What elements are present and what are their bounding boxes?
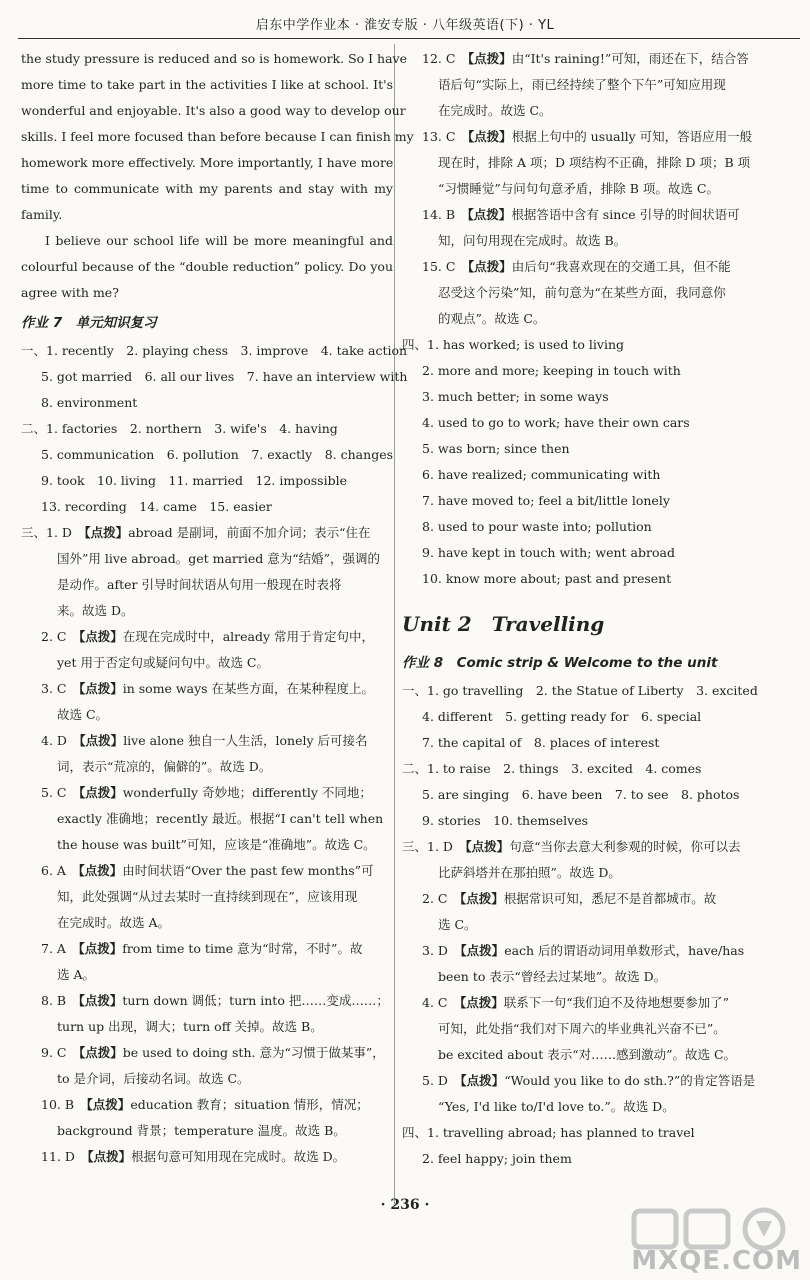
answer-line: 7. A 【点拨】from time to time 意为“时常，不时”。故 <box>41 941 363 956</box>
answer-line: 一、1. recently 2. playing chess 3. improve 4. take action <box>21 343 408 358</box>
answer-line: 2. C 【点拨】在现在完成时中，already 常用于肯定句中， <box>41 629 375 644</box>
answer-line: 忍受这个污染”知，前句意为“在某些方面，我同意你 <box>438 285 726 300</box>
answer-line: 故选 C。 <box>57 707 109 722</box>
answer-line: 三、1. D 【点拨】句意“当你去意大利参观的时候，你可以去 <box>402 839 741 854</box>
answer-line: 选 A。 <box>57 967 96 982</box>
answer-line: 5. was born; since then <box>422 441 570 456</box>
header-rule <box>18 38 800 39</box>
answer-line: 9. C 【点拨】be used to doing sth. 意为“习惯于做某事”， <box>41 1045 385 1060</box>
hint-marker: 【点拨】 <box>78 1045 123 1060</box>
passage-paragraph-1 <box>21 46 414 228</box>
passage-paragraph-2 <box>21 228 393 306</box>
hint-marker: 【点拨】 <box>84 525 129 540</box>
answer-line: 是动作。after 引导时间状语从句用一般现在时表将 <box>57 577 342 592</box>
unit-part-2-answers <box>402 756 802 834</box>
answer-line: 知，此处强调“从过去某时一直持续到现在”，应该用现 <box>57 889 358 904</box>
answer-line: 2. C 【点拨】根据常识可知，悉尼不是首都城市。故 <box>422 891 717 906</box>
answer-line: 11. D 【点拨】根据句意可知用现在完成时。故选 D。 <box>41 1149 346 1164</box>
unit-part-4-answers <box>402 1120 802 1172</box>
answer-item <box>402 124 802 202</box>
answer-line: “习惯睡觉”与问句句意矛盾，排除 B 项。故选 C。 <box>438 181 719 196</box>
answer-line: 12. C 【点拨】由“It's raining!”可知，雨还在下，结合答 <box>422 51 749 66</box>
part-3-answers-continued <box>402 46 802 332</box>
passage-line: homework more effectively. More importantly, I have more <box>21 155 394 170</box>
passage-line: agree with me? <box>21 285 119 300</box>
answer-line: 4. different 5. getting ready for 6. special <box>422 709 702 724</box>
answer-line: 5. are singing 6. have been 7. to see 8. photos <box>422 787 740 802</box>
answer-line: 词，表示“荒凉的，偏僻的”。故选 D。 <box>57 759 272 774</box>
answer-line: 10. know more about; past and present <box>422 571 672 586</box>
answer-line: 国外”用 live abroad。get married 意为“结婚”，强调的 <box>57 551 381 566</box>
section-heading-7: 作业 7 单元知识复习 <box>21 315 157 331</box>
section-heading-8: 作业 8 Comic strip & Welcome to the unit <box>402 655 718 671</box>
hint-marker: 【点拨】 <box>460 1073 505 1088</box>
answer-line: 7. have moved to; feel a bit/little lonely <box>422 493 670 508</box>
answer-item <box>21 1144 393 1170</box>
answer-item <box>21 858 393 936</box>
hint-marker: 【点拨】 <box>78 681 123 696</box>
answer-line: 4. C 【点拨】联系下一句“我们迫不及待地想要参加了” <box>422 995 730 1010</box>
unit-part-1-answers <box>402 678 802 756</box>
passage-line: skills. I feel more focused than before because I can finish my <box>21 129 414 144</box>
answer-line: 4. D 【点拨】live alone 独自一人生活，lonely 后可接名 <box>41 733 368 748</box>
answer-line: 3. much better; in some ways <box>422 389 609 404</box>
answer-line: exactly 准确地；recently 最近。根据“I can't tell when <box>57 811 384 826</box>
answer-line: be excited about 表示“对……感到激动”。故选 C。 <box>438 1047 737 1062</box>
answer-item <box>402 886 802 938</box>
hint-marker: 【点拨】 <box>465 839 510 854</box>
answer-line: yet 用于否定句或疑问句中。故选 C。 <box>57 655 269 670</box>
answer-line: 5. D 【点拨】“Would you like to do sth.?”的肯定答语是 <box>422 1073 756 1088</box>
answer-line: 13. C 【点拨】根据上句中的 usually 可知，答语应用一般 <box>422 129 753 144</box>
passage-line: time to communicate with my parents and stay with my <box>21 181 393 196</box>
answer-item <box>402 202 802 254</box>
watermark-text: MXQE.COM <box>631 1246 802 1276</box>
passage-line: I believe our school life will be more meaningful and <box>45 233 393 248</box>
answer-item <box>21 1040 393 1092</box>
answer-item <box>21 988 393 1040</box>
answer-line: 5. communication 6. pollution 7. exactly 8. changes <box>41 447 394 462</box>
answer-item <box>21 936 393 988</box>
answer-line: 10. B 【点拨】education 教育；situation 情形，情况； <box>41 1097 369 1112</box>
answer-item <box>402 834 802 886</box>
hint-marker: 【点拨】 <box>460 943 505 958</box>
right-column <box>402 46 802 1172</box>
passage-line: more time to take part in the activities I like at school. It's <box>21 77 393 92</box>
answer-line: 7. the capital of 8. places of interest <box>422 735 660 750</box>
answer-line: the house was built”可知，应该是“准确地”。故选 C。 <box>57 837 376 852</box>
answer-line: 6. have realized; communicating with <box>422 467 661 482</box>
unit-heading: Unit 2 Travelling <box>402 612 605 636</box>
hint-marker: 【点拨】 <box>78 785 123 800</box>
answer-item <box>21 520 393 624</box>
answer-line: to 是介词，后接动名词。故选 C。 <box>57 1071 250 1086</box>
answer-line: been to 表示“曾经去过某地”。故选 D。 <box>438 969 667 984</box>
answer-item <box>402 990 802 1068</box>
passage-line: family. <box>21 207 63 222</box>
unit-part-3-answers <box>402 834 802 1120</box>
passage-line: the study pressure is reduced and so is homework. So I have <box>21 51 408 66</box>
left-column <box>21 46 414 1170</box>
answer-item <box>402 938 802 990</box>
answer-line: 2. feel happy; join them <box>422 1151 572 1166</box>
answer-line: 二、1. factories 2. northern 3. wife's 4. having <box>21 421 338 436</box>
answer-line: turn up 出现，调大；turn off 关掉。故选 B。 <box>57 1019 323 1034</box>
answer-line: 5. got married 6. all our lives 7. have an interview with <box>41 369 408 384</box>
answer-line: 8. used to pour waste into; pollution <box>422 519 652 534</box>
answer-line: 8. B 【点拨】turn down 调低；turn into 把……变成……； <box>41 993 389 1008</box>
hint-marker: 【点拨】 <box>79 733 124 748</box>
answer-line: 可知，此处指“我们对下周六的毕业典礼兴奋不已”。 <box>438 1021 726 1036</box>
part-4-answers <box>402 332 802 592</box>
answer-line: 9. took 10. living 11. married 12. impossible <box>41 473 347 488</box>
answer-line: 比萨斜塔并在那拍照”。故选 D。 <box>438 865 621 880</box>
answer-item <box>402 46 802 124</box>
answer-line: 来。故选 D。 <box>57 603 134 618</box>
answer-line: 3. D 【点拨】each 后的谓语动词用单数形式，have/has <box>422 943 745 958</box>
hint-marker: 【点拨】 <box>78 863 123 878</box>
page-number: · 236 · <box>380 1197 430 1213</box>
hint-marker: 【点拨】 <box>467 51 512 66</box>
answer-line: 在完成时。故选 A。 <box>57 915 171 930</box>
passage-line: colourful because of the “double reduction” policy. Do you <box>21 259 393 274</box>
answer-line: 的观点”。故选 C。 <box>438 311 546 326</box>
hint-marker: 【点拨】 <box>459 891 504 906</box>
answer-item <box>21 676 393 728</box>
header-title: 启东中学作业本 · 淮安专版 · 八年级英语(下) · YL <box>255 18 555 33</box>
page-header <box>0 0 810 42</box>
answer-line: 3. C 【点拨】in some ways 在某些方面，在某种程度上。 <box>41 681 375 696</box>
answer-line: 5. C 【点拨】wonderfully 奇妙地；differently 不同地； <box>41 785 372 800</box>
answer-line: 一、1. go travelling 2. the Statue of Liberty 3. excited <box>402 683 758 698</box>
answer-line: background 背景；temperature 温度。故选 B。 <box>57 1123 346 1138</box>
part-2-answers <box>21 416 393 520</box>
answer-item <box>21 728 393 780</box>
passage-line: wonderful and enjoyable. It's also a good way to develop our <box>21 103 406 118</box>
answer-line: “Yes, I'd like to/I'd love to.”。故选 D。 <box>438 1099 675 1114</box>
hint-marker: 【点拨】 <box>86 1097 131 1112</box>
answer-line: 知，问句用现在完成时。故选 B。 <box>438 233 627 248</box>
answer-line: 四、1. travelling abroad; has planned to travel <box>402 1125 695 1140</box>
answer-line: 二、1. to raise 2. things 3. excited 4. comes <box>402 761 702 776</box>
site-watermark <box>614 1205 804 1280</box>
answer-line: 9. stories 10. themselves <box>422 813 589 828</box>
answer-line: 四、1. has worked; is used to living <box>402 337 625 352</box>
hint-marker: 【点拨】 <box>78 941 123 956</box>
hint-marker: 【点拨】 <box>467 129 512 144</box>
answer-line: 在完成时。故选 C。 <box>438 103 552 118</box>
hint-marker: 【点拨】 <box>467 207 512 222</box>
answer-item <box>402 254 802 332</box>
answer-line: 2. more and more; keeping in touch with <box>422 363 681 378</box>
answer-line: 三、1. D 【点拨】abroad 是副词，前面不加介词；表示“住在 <box>21 525 371 540</box>
answer-line: 13. recording 14. came 15. easier <box>41 499 272 514</box>
part-3-answers <box>21 520 393 1170</box>
hint-marker: 【点拨】 <box>87 1149 132 1164</box>
answer-line: 选 C。 <box>438 917 477 932</box>
answer-line: 8. environment <box>41 395 138 410</box>
hint-marker: 【点拨】 <box>78 993 123 1008</box>
answer-line: 9. have kept in touch with; went abroad <box>422 545 675 560</box>
answer-line: 15. C 【点拨】由后句“我喜欢现在的交通工具，但不能 <box>422 259 731 274</box>
column-divider <box>394 44 395 1204</box>
answer-item <box>402 1068 802 1120</box>
answer-line: 4. used to go to work; have their own cars <box>422 415 690 430</box>
answer-line: 14. B 【点拨】根据答语中含有 since 引导的时间状语可 <box>422 207 740 222</box>
answer-line: 6. A 【点拨】由时间状语“Over the past few months”可 <box>41 863 374 878</box>
part-1-answers <box>21 338 408 416</box>
hint-marker: 【点拨】 <box>459 995 504 1010</box>
answer-item <box>21 780 393 858</box>
hint-marker: 【点拨】 <box>78 629 123 644</box>
answer-line: 语后句“实际上，雨已经持续了整个下午”可知应用现 <box>438 77 726 92</box>
answer-item <box>21 1092 393 1144</box>
hint-marker: 【点拨】 <box>467 259 512 274</box>
answer-item <box>21 624 393 676</box>
answer-line: 现在时，排除 A 项；D 项结构不正确，排除 D 项；B 项 <box>438 155 751 170</box>
